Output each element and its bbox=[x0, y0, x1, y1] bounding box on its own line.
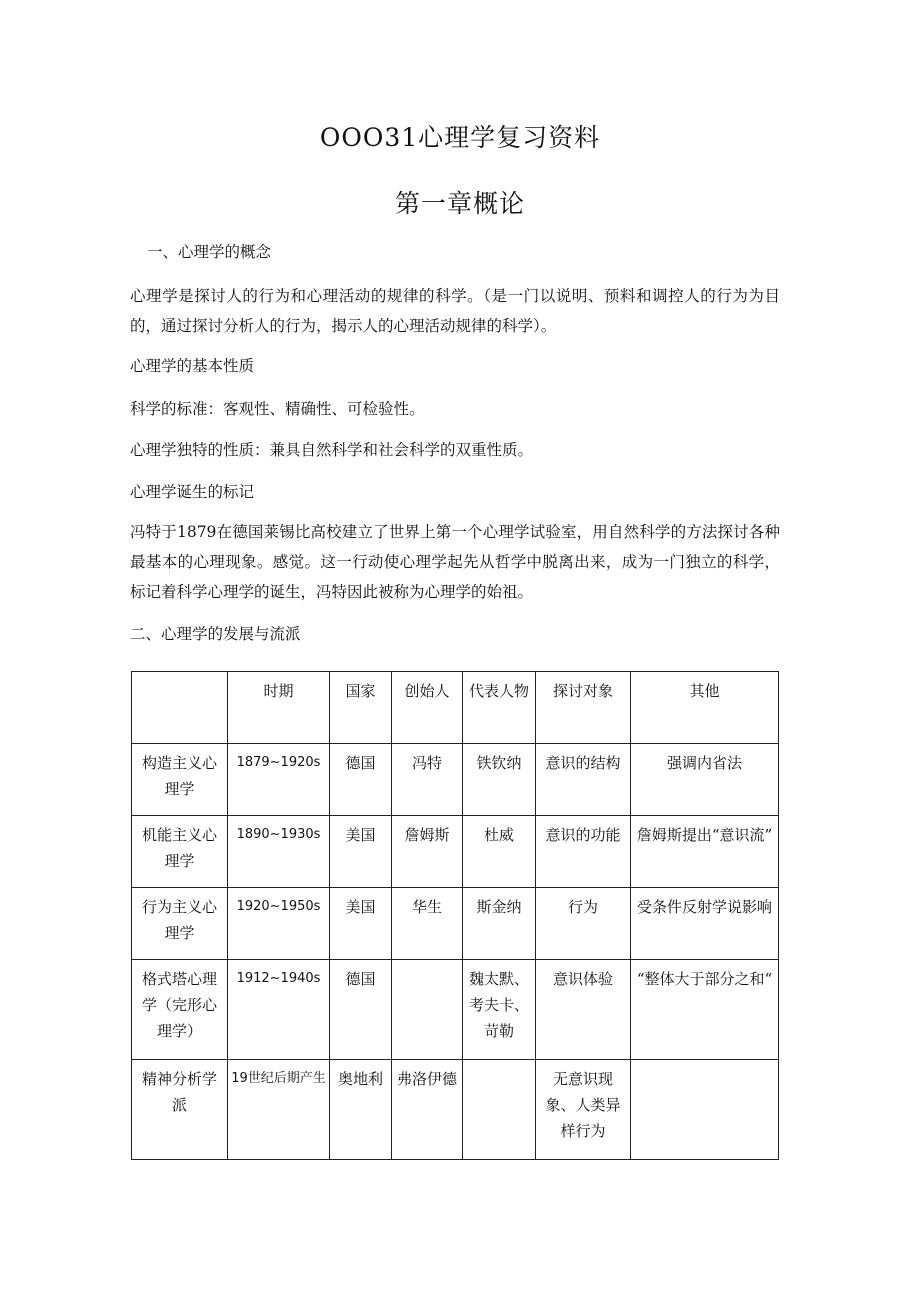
representative-cell: 铁钦纳 bbox=[463, 744, 536, 816]
founder-cell: 弗洛伊德 bbox=[392, 1060, 463, 1160]
header-cell: 时期 bbox=[228, 672, 330, 744]
country-cell: 德国 bbox=[330, 960, 392, 1060]
table-row bbox=[132, 744, 779, 816]
school-name-cell: 精神分析学派 bbox=[132, 1060, 228, 1160]
table-row bbox=[132, 816, 779, 888]
basic-nature-heading: 心理学的基本性质 bbox=[130, 357, 255, 375]
section-2-heading: 二、心理学的发展与流派 bbox=[130, 625, 301, 643]
header-cell: 创始人 bbox=[392, 672, 463, 744]
header-cell: 国家 bbox=[330, 672, 392, 744]
table-row bbox=[132, 1060, 779, 1160]
representative-cell: 斯金纳 bbox=[463, 888, 536, 960]
section-1-heading: 一、心理学的概念 bbox=[147, 243, 272, 261]
header-cell: 代表人物 bbox=[463, 672, 536, 744]
school-name-cell: 构造主义心理学 bbox=[132, 744, 228, 816]
birth-paragraph: 冯特于1879在德国莱锡比高校建立了世界上第一个心理学试验室，用自然科学的方法探讨各种最基本的心理现象。感觉。这一行动使心理学起先从哲学中脱离出来，成为一门独立的科学，标记着科学心理学的诞生，冯特因此被称为心理学的始祖。 bbox=[130, 523, 780, 601]
founder-cell bbox=[392, 960, 463, 1060]
header-cell bbox=[132, 672, 228, 744]
subject-cell: 无意识现象、人类异样行为 bbox=[536, 1060, 631, 1160]
country-cell: 美国 bbox=[330, 888, 392, 960]
table-row bbox=[132, 960, 779, 1060]
schools-table bbox=[131, 671, 779, 1160]
table-row bbox=[132, 888, 779, 960]
period-cell: 1920~1950s bbox=[228, 888, 330, 960]
definition-paragraph: 心理学是探讨人的行为和心理活动的规律的科学。（是一门以说明、预料和调控人的行为为目的，通过探讨分析人的行为，揭示人的心理活动规律的科学）。 bbox=[130, 287, 780, 335]
subject-cell: 意识体验 bbox=[536, 960, 631, 1060]
period-cell: 19世纪后期产生 bbox=[228, 1060, 330, 1160]
doc-title: OOO31心理学复习资料 bbox=[319, 123, 601, 152]
science-standard-text: 科学的标准：客观性、精确性、可检验性。 bbox=[130, 400, 425, 418]
header-cell: 其他 bbox=[631, 672, 779, 744]
founder-cell: 冯特 bbox=[392, 744, 463, 816]
other-cell: 受条件反射学说影响 bbox=[631, 888, 779, 960]
period-cell: 1879~1920s bbox=[228, 744, 330, 816]
other-cell: 强调内省法 bbox=[631, 744, 779, 816]
founder-cell: 华生 bbox=[392, 888, 463, 960]
school-name-cell: 行为主义心理学 bbox=[132, 888, 228, 960]
country-cell: 德国 bbox=[330, 744, 392, 816]
other-cell: “整体大于部分之和“ bbox=[631, 960, 779, 1060]
other-cell: 詹姆斯提出“意识流” bbox=[631, 816, 779, 888]
header-cell: 探讨对象 bbox=[536, 672, 631, 744]
school-name-cell: 机能主义心理学 bbox=[132, 816, 228, 888]
country-cell: 美国 bbox=[330, 816, 392, 888]
country-cell: 奥地利 bbox=[330, 1060, 392, 1160]
founder-cell: 詹姆斯 bbox=[392, 816, 463, 888]
representative-cell: 魏太默、考夫卡、苛勒 bbox=[463, 960, 536, 1060]
period-cell: 1912~1940s bbox=[228, 960, 330, 1060]
chapter-title: 第一章概论 bbox=[394, 189, 525, 218]
subject-cell: 意识的功能 bbox=[536, 816, 631, 888]
representative-cell bbox=[463, 1060, 536, 1160]
unique-nature-text: 心理学独特的性质：兼具自然科学和社会科学的双重性质。 bbox=[130, 441, 534, 459]
other-cell bbox=[631, 1060, 779, 1160]
table-header-row bbox=[132, 672, 779, 744]
subject-cell: 意识的结构 bbox=[536, 744, 631, 816]
subject-cell: 行为 bbox=[536, 888, 631, 960]
period-cell: 1890~1930s bbox=[228, 816, 330, 888]
birth-mark-heading: 心理学诞生的标记 bbox=[130, 483, 255, 501]
representative-cell: 杜威 bbox=[463, 816, 536, 888]
school-name-cell: 格式塔心理学（完形心理学） bbox=[132, 960, 228, 1060]
